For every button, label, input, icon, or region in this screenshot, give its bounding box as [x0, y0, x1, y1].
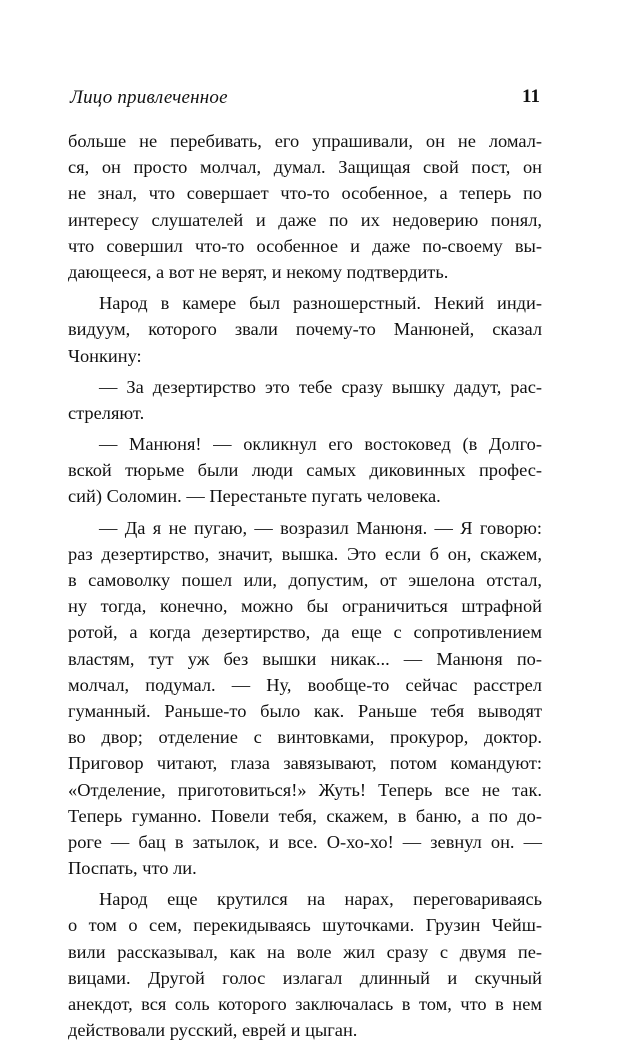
text-line: Поспать, что ли.: [68, 858, 197, 879]
text-line: властям, тут уж без вышки никак... — Манюня по-: [68, 648, 542, 669]
text-line: о том о сем, перекидываясь шуточками. Грузин Чейш-: [68, 915, 542, 936]
text-line: дающееся, а вот не верят, и некому подтвердить.: [68, 261, 449, 282]
text-line: — Да я не пугаю, — возразил Манюня. — Я говорю:: [99, 517, 542, 538]
text-line: молчал, подумал. — Ну, вообще-то сейчас расстрел: [68, 674, 542, 695]
text-line: Приговор читают, глаза завязывают, потом командуют:: [68, 753, 542, 774]
text-line: вили рассказывал, как на воле жил сразу с двумя пе-: [68, 941, 542, 962]
text-line: Народ еще крутился на нарах, переговариваясь: [99, 889, 542, 910]
text-line: Чонкину:: [68, 345, 142, 366]
text-line: ну тогда, конечно, можно бы ограничиться штрафной: [68, 596, 542, 617]
text-line: больше не перебивать, его упрашивали, он не ломал-: [68, 131, 542, 151]
text-line: что совершил что-то особенное и даже по-своему вы-: [68, 235, 542, 256]
text-line: — Манюня! — окликнул его востоковед (в Долго-: [99, 434, 542, 455]
text-line: «Отделение, приготовиться!» Жуть! Теперь все не так.: [68, 779, 542, 800]
text-line: интересу слушателей и даже по их недоверию понял,: [68, 209, 542, 230]
text-line: ся, он просто молчал, думал. Защищая свой пост, он: [68, 157, 542, 178]
text-line: сий) Соломин. — Перестаньте пугать человека.: [68, 486, 441, 507]
text-line: — За дезертирство это тебе сразу вышку дадут, рас-: [99, 376, 542, 397]
text-line: вицами. Другой голос излагал длинный и скучный: [68, 967, 542, 988]
text-line: ротой, а когда дезертирство, да еще с сопротивлением: [68, 622, 542, 643]
text-line: вской тюрьме были люди самых диковинных профес-: [68, 460, 542, 481]
running-title: Лицо привлеченное: [70, 87, 228, 108]
text-line: анекдот, вся соль которого заключалась в том, что в нем: [68, 994, 542, 1014]
text-line: в самоволку пошел или, допустим, от эшелона отстал,: [68, 570, 542, 590]
text-line: Народ в камере был разношерстный. Некий инди-: [99, 293, 542, 314]
text-line: гуманный. Раньше-то было как. Раньше тебя выводят: [68, 700, 542, 721]
text-line: во двор; отделение с винтовками, прокурор, доктор.: [68, 727, 542, 748]
text-line: стреляют.: [68, 402, 145, 423]
page-number: 11: [522, 86, 540, 107]
text-line: не знал, что совершает что-то особенное, а теперь по: [68, 183, 542, 204]
text-line: роге — бац в затылок, и все. О-хо-хо! — зевнул он. —: [68, 831, 542, 852]
body-text: [68, 128, 542, 1043]
text-line: видуум, которого звали почему-то Манюней, сказал: [68, 319, 542, 340]
text-line: действовали русский, еврей и цыган.: [68, 1020, 358, 1041]
text-line: Теперь гуманно. Повели тебя, скажем, в баню, а по до-: [68, 805, 542, 826]
text-line: раз дезертирство, значит, вышка. Это если б он, скажем,: [68, 543, 542, 564]
